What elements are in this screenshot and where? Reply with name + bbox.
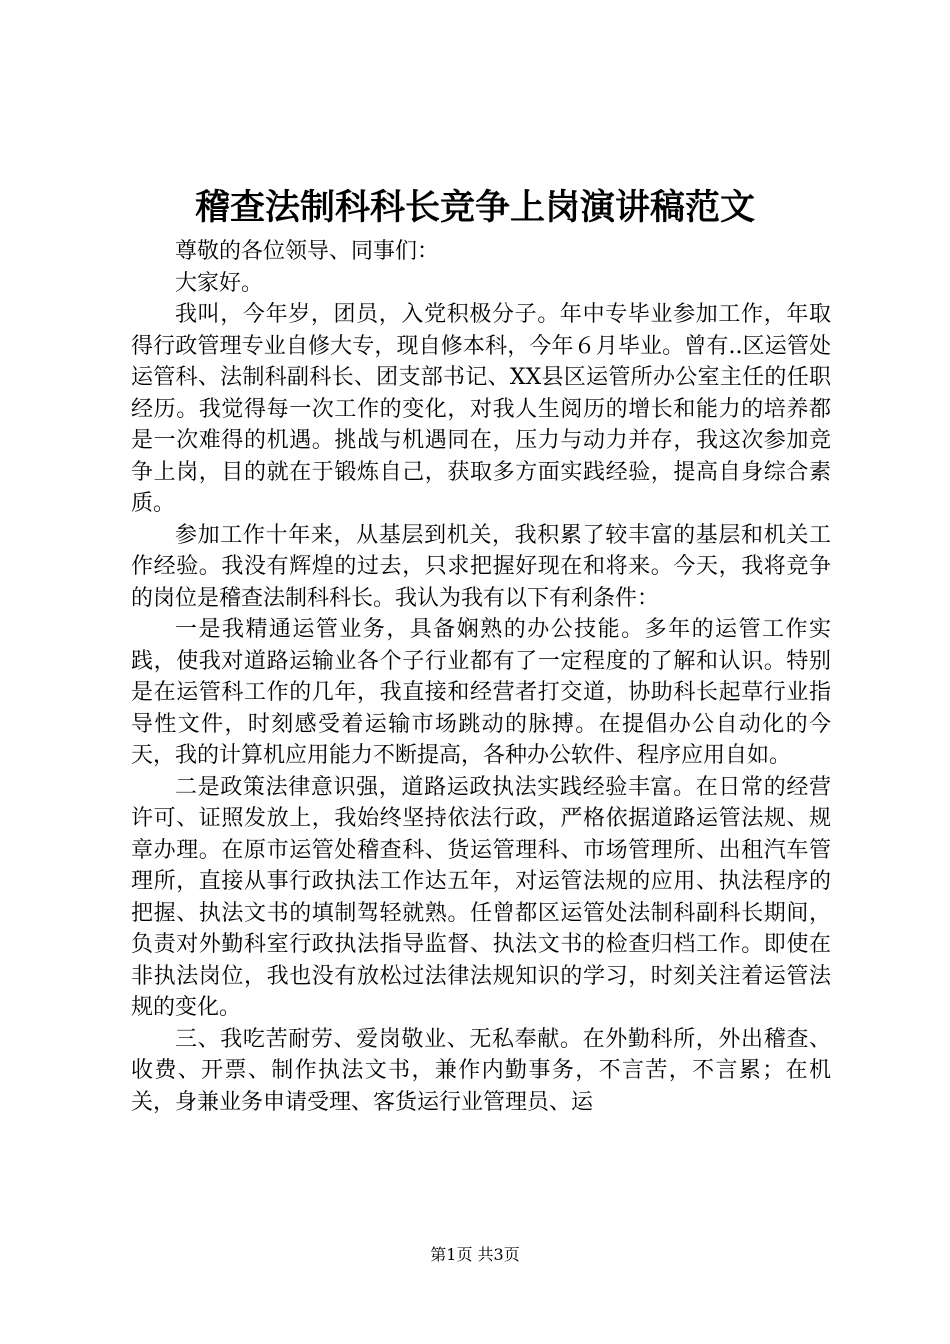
paragraph-introduction: 我叫，今年岁，团员，入党积极分子。年中专毕业参加工作，年取得行政管理专业自修大专，现自修本科，今年６月毕业。曾有..区运管处运管科、法制科副科长、团支部书记、XX县区运管所办公室主任的任职经历。我觉得每一次工作的变化，对我人生阅历的增长和能力的培养都是一次难得的机遇。挑战与机遇同在，压力与动力并存，我这次参加竞争上岗，目的就在于锻炼自己，获取多方面实践经验，提高自身综合素质。	[131, 302, 831, 516]
paragraph-point-two: 二是政策法律意识强，道路运政执法实践经验丰富。在日常的经营许可、证照发放上，我始终坚持依法行政，严格依据道路运管法规、规章办理。在原市运管处稽查科、货运管理科、市场管理所、出租汽车管理所，直接从事行政执法工作达五年，对运管法规的应用、执法程序的把握、执法文书的填制驾轻就熟。任曾都区运管处法制科副科长期间，负责对外勤科室行政执法指导监督、执法文书的检查归档工作。即使在非执法岗位，我也没有放松过法律法规知识的学习，时刻关注着运管法规的变化。	[131, 774, 831, 1020]
paragraph-point-three: 三、我吃苦耐劳、爱岗敬业、无私奉献。在外勤科所，外出稽查、收费、开票、制作执法文书，兼作内勤事务，不言苦，不言累；在机关，身兼业务申请受理、客货运行业管理员、运	[131, 1026, 831, 1115]
paragraph-greeting: 大家好。	[175, 270, 264, 296]
document-title: 稽查法制科科长竞争上岗演讲稿范文	[194, 187, 755, 228]
paragraph-experience: 参加工作十年来，从基层到机关，我积累了较丰富的基层和机关工作经验。我没有辉煌的过去，只求把握好现在和将来。今天，我将竞争的岗位是稽查法制科科长。我认为我有以下有利条件：	[131, 522, 831, 611]
paragraph-salutation: 尊敬的各位领导、同事们：	[175, 239, 440, 264]
paragraph-point-one: 一是我精通运管业务，具备娴熟的办公技能。多年的运管工作实践，使我对道路运输业各个子行业都有了一定程度的了解和认识。特别是在运管科工作的几年，我直接和经营者打交道，协助科长起草行业指导性文件，时刻感受着运输市场跳动的脉搏。在提倡办公自动化的今天，我的计算机应用能力不断提高，各种办公软件、程序应用自如。	[131, 617, 831, 768]
page-number-footer: 第1页 共3页	[430, 1245, 520, 1264]
document-body	[131, 236, 831, 1118]
